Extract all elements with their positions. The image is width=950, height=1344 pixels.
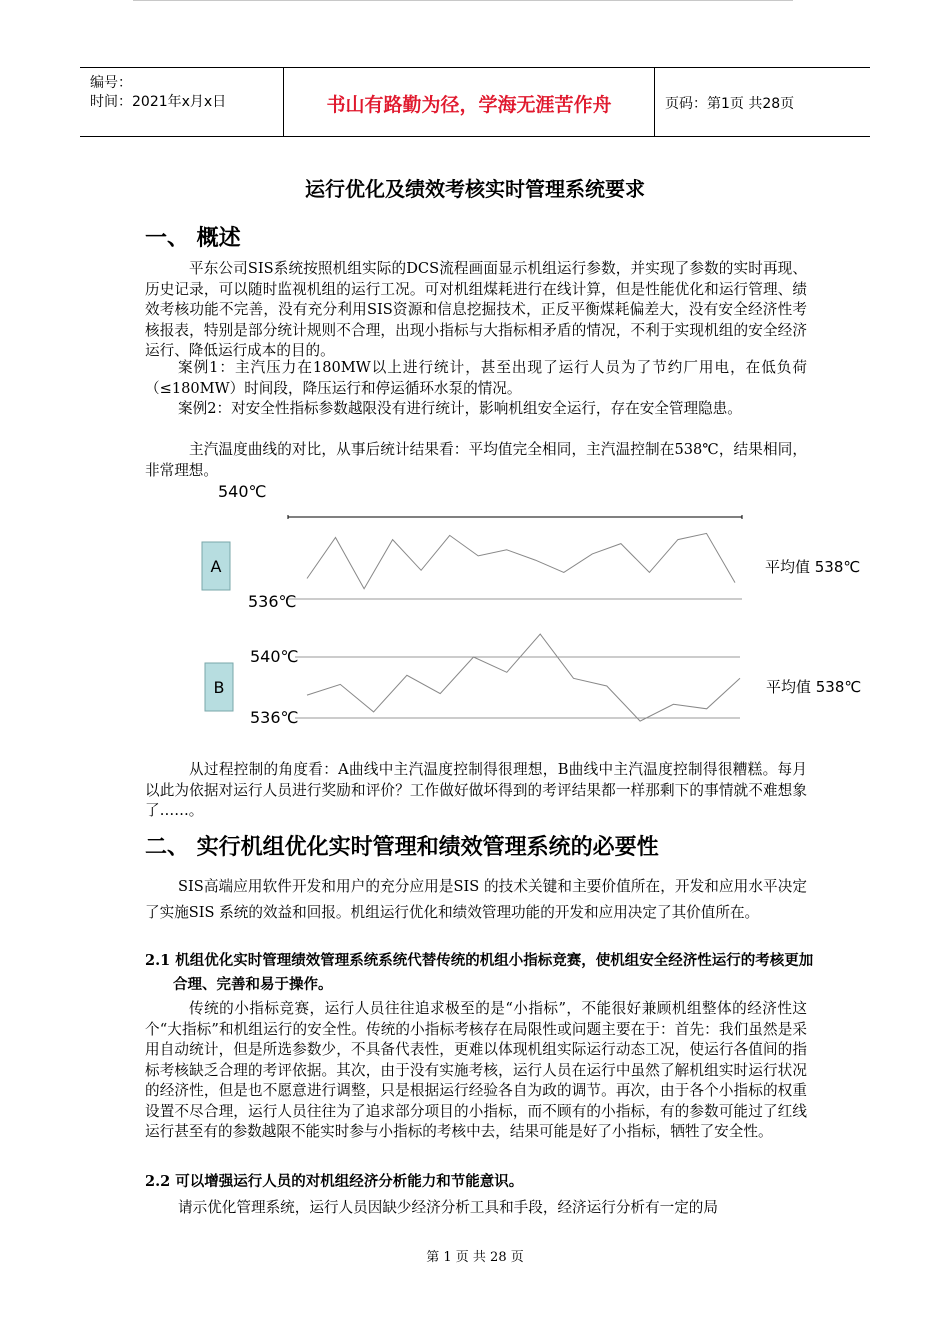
temperature-chart-svg [0, 470, 950, 760]
top-rule [133, 0, 793, 1]
header-motto: 书山有路勤为径，学海无涯苦作舟 [326, 94, 612, 116]
series-label-B: B [213, 678, 225, 697]
mean-label-B: 平均值 538℃ [766, 678, 862, 696]
header-page-cell [655, 68, 870, 136]
paragraph-process-control: 从过程控制的角度看：A曲线中主汽温度控制得很理想，B曲线中主汽温度控制得很糟糕。每月以此为依据对运行人员进行奖励和评价？工作做好做坏得到的考评结果都一样那剩下的事情就不难想象了……。 [145, 761, 807, 819]
axis-label-upper-A: 540℃ [218, 482, 267, 501]
header-page-info: 页码：第1页 共28页 [665, 96, 795, 112]
subheading-2-1: 2.1 机组优化实时管理绩效管理系统系统代替传统的机组小指标竞赛，使机组安全经济性运行的考核更加合理、完善和易于操作。 [145, 952, 814, 993]
axis-label-lower-A: 536℃ [248, 592, 297, 611]
axis-label-upper-B: 540℃ [250, 647, 299, 666]
page-header [80, 67, 870, 137]
series-line-B [307, 634, 740, 721]
paragraph-optimization: 请示优化管理系统，运行人员因缺少经济分析工具和手段，经济运行分析有一定的局 [178, 1199, 718, 1216]
paragraph-overview: 平东公司SIS系统按照机组实际的DCS流程画面显示机组运行参数，并实现了参数的实时再现、历史记录，可以随时监视机组的运行工况。可对机组煤耗进行在线计算，但是性能优化和运行管理、绩效考核功能不完善，没有充分利用SIS资源和信息挖掘技术，正反平衡煤耗偏差大，没有安全经济性考核报表，特别是部分统计规则不合理，出现小指标与大指标相矛盾的情况，不利于实现机组的安全经济运行、降低运行成本的目的。 [145, 260, 807, 359]
page-footer: 第 1 页 共 28 页 [426, 1250, 524, 1265]
series-line-A [307, 533, 735, 588]
document-date: 时间：2021年x月x日 [90, 94, 227, 110]
axis-label-lower-B: 536℃ [250, 708, 299, 727]
document-title: 运行优化及绩效考核实时管理系统要求 [305, 177, 645, 201]
document-number-label: 编号： [90, 75, 132, 91]
paragraph-case2: 案例2：对安全性指标参数越限没有进行统计，影响机组安全运行，存在安全管理隐患。 [178, 400, 742, 417]
header-motto-cell [284, 68, 655, 136]
header-meta-cell [80, 68, 284, 136]
paragraph-sis-value: SIS高端应用软件开发和用户的充分应用是SIS 的技术关键和主要价值所在，开发和应用水平决定了实施SIS 系统的效益和回报。机组运行优化和绩效管理功能的开发和应用决定了其价值所在。 [145, 878, 807, 921]
paragraph-temperature-compare: 主汽温度曲线的对比，从事后统计结果看：平均值完全相同，主汽温控制在538℃，结果相同，非常理想。 [145, 441, 807, 479]
section-heading-necessity: 二、 实行机组优化实时管理和绩效管理系统的必要性 [145, 835, 659, 860]
subheading-2-2: 2.2 可以增强运行人员的对机组经济分析能力和节能意识。 [145, 1173, 524, 1190]
section-heading-overview: 一、 概述 [145, 226, 241, 251]
paragraph-traditional-indicators: 传统的小指标竞赛，运行人员往往追求极至的是“小指标”，不能很好兼顾机组整体的经济性这个“大指标”和机组运行的安全性。传统的小指标考核存在局限性或问题主要在于：首先：我们虽然是采用自动统计，但是所选参数少，不具备代表性，更难以体现机组实际运行动态工况，使运行各值间的指标考核缺乏合理的考评依据。其次，由于没有实施考核，运行人员在运行中虽然了解机组实时运行状况的经济性，但是也不愿意进行调整，只是根据运行经验各自为政的调节。再次，由于各个小指标的权重设置不尽合理，运行人员往往为了追求部分项目的小指标，而不顾有的小指标，有的参数可能过了红线运行甚至有的参数越限不能实时参与小指标的考核中去，结果可能是好了小指标，牺牲了安全性。 [145, 1000, 807, 1140]
series-label-A: A [210, 557, 222, 576]
mean-label-A: 平均值 538℃ [765, 558, 861, 576]
temperature-chart [0, 470, 950, 760]
paragraph-case1: 案例1：主汽压力在180MW以上进行统计，甚至出现了运行人员为了节约厂用电，在低负荷（≤180MW）时间段，降压运行和停运循环水泵的情况。 [145, 359, 807, 397]
